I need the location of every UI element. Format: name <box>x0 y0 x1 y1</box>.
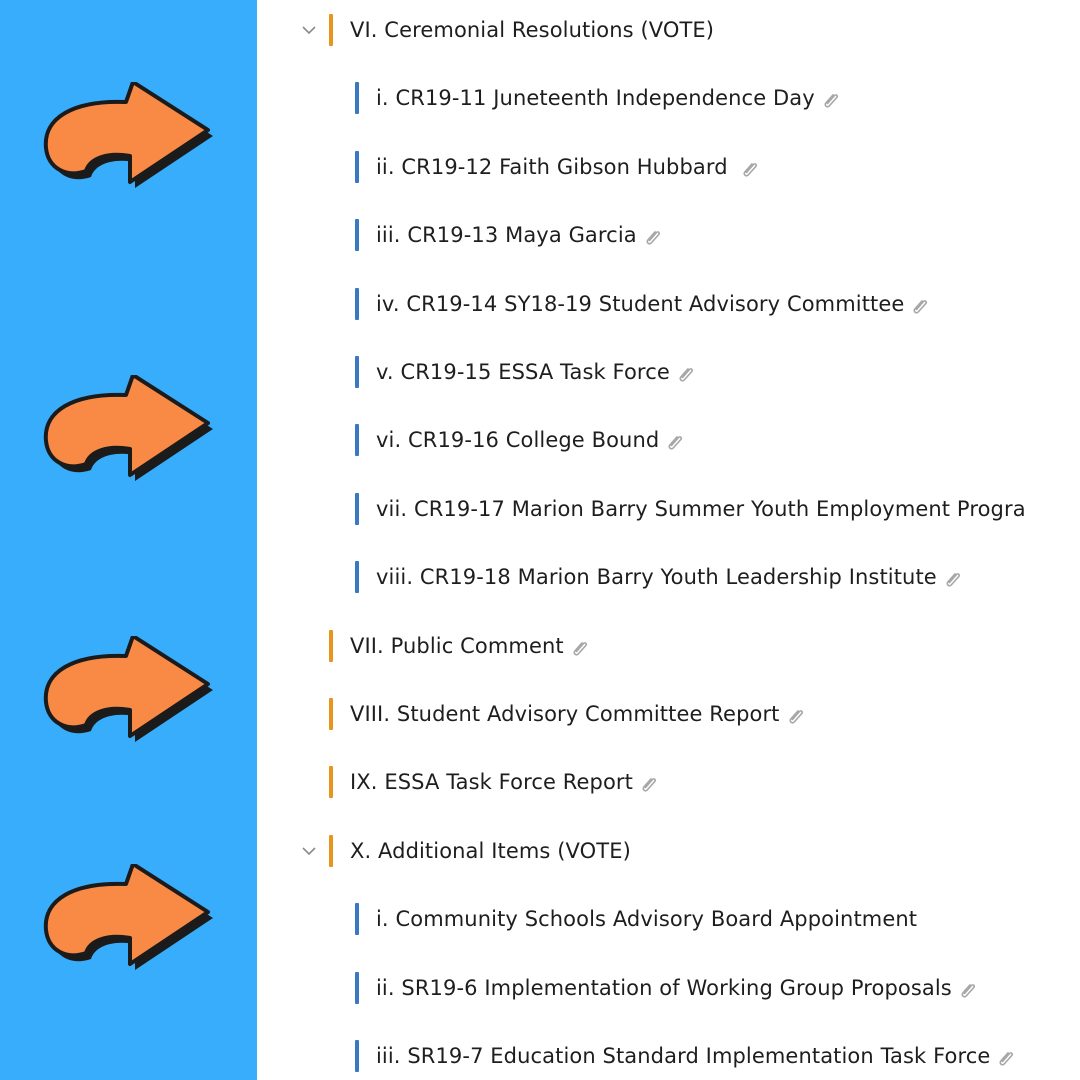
agenda-item-label[interactable]: i. CR19-11 Juneteenth Independence Day <box>376 86 841 110</box>
section-indicator-bar <box>329 630 333 662</box>
agenda-item-label[interactable]: VI. Ceremonial Resolutions (VOTE) <box>350 18 715 42</box>
agenda-subitem[interactable] <box>257 78 1080 118</box>
agenda-section[interactable] <box>257 762 1080 802</box>
paperclip-icon[interactable] <box>643 226 663 246</box>
chevron-down-icon[interactable] <box>301 22 317 38</box>
section-indicator-bar <box>329 14 333 46</box>
agenda-subitem[interactable] <box>257 215 1080 255</box>
section-indicator-bar <box>329 766 333 798</box>
paperclip-icon[interactable] <box>943 568 963 588</box>
subitem-indicator-bar <box>355 903 359 935</box>
agenda-item-label[interactable]: VII. Public Comment <box>350 634 590 658</box>
curved-arrow-icon <box>38 375 220 485</box>
paperclip-icon[interactable] <box>786 705 806 725</box>
paperclip-icon[interactable] <box>665 431 685 451</box>
agenda-subitem[interactable] <box>257 1036 1080 1076</box>
agenda-item-label[interactable]: iii. SR19-7 Education Standard Implementation Task Force <box>376 1044 1016 1068</box>
paperclip-icon[interactable] <box>570 637 590 657</box>
agenda-subitem[interactable] <box>257 420 1080 460</box>
agenda-item-label[interactable]: ii. CR19-12 Faith Gibson Hubbard <box>376 155 760 179</box>
paperclip-icon[interactable] <box>910 295 930 315</box>
agenda-item-label[interactable]: vii. CR19-17 Marion Barry Summer Youth Employment Progra <box>376 496 1026 521</box>
subitem-indicator-bar <box>355 82 359 114</box>
agenda-item-label[interactable]: vi. CR19-16 College Bound <box>376 428 685 452</box>
agenda-section[interactable] <box>257 626 1080 666</box>
decorative-side-panel <box>0 0 257 1080</box>
subitem-indicator-bar <box>355 424 359 456</box>
agenda-subitem[interactable] <box>257 489 1080 529</box>
curved-arrow-icon <box>38 82 220 192</box>
paperclip-icon[interactable] <box>740 158 760 178</box>
chevron-down-icon[interactable] <box>301 843 317 859</box>
agenda-item-label[interactable]: v. CR19-15 ESSA Task Force <box>376 360 696 384</box>
agenda-subitem[interactable] <box>257 147 1080 187</box>
subitem-indicator-bar <box>355 972 359 1004</box>
agenda-item-label[interactable]: ii. SR19-6 Implementation of Working Group Proposals <box>376 976 978 1000</box>
agenda-item-label[interactable]: VIII. Student Advisory Committee Report <box>350 702 806 726</box>
agenda-section[interactable] <box>257 831 1080 871</box>
paperclip-icon[interactable] <box>958 979 978 999</box>
section-indicator-bar <box>329 698 333 730</box>
agenda-subitem[interactable] <box>257 352 1080 392</box>
curved-arrow-icon <box>38 636 220 746</box>
subitem-indicator-bar <box>355 288 359 320</box>
agenda-item-label[interactable]: iii. CR19-13 Maya Garcia <box>376 223 663 247</box>
agenda-subitem[interactable] <box>257 968 1080 1008</box>
subitem-indicator-bar <box>355 219 359 251</box>
subitem-indicator-bar <box>355 1040 359 1072</box>
agenda-item-label[interactable]: iv. CR19-14 SY18-19 Student Advisory Committee <box>376 292 930 316</box>
agenda-item-label[interactable]: IX. ESSA Task Force Report <box>350 770 659 794</box>
paperclip-icon[interactable] <box>821 89 841 109</box>
agenda-section[interactable] <box>257 10 1080 50</box>
paperclip-icon[interactable] <box>639 773 659 793</box>
subitem-indicator-bar <box>355 561 359 593</box>
subitem-indicator-bar <box>355 493 359 525</box>
agenda-subitem[interactable] <box>257 284 1080 324</box>
agenda-list <box>257 0 1080 1080</box>
paperclip-icon[interactable] <box>996 1047 1016 1067</box>
agenda-subitem[interactable] <box>257 557 1080 597</box>
curved-arrow-icon <box>38 864 220 974</box>
agenda-item-label[interactable]: viii. CR19-18 Marion Barry Youth Leadership Institute <box>376 565 963 589</box>
section-indicator-bar <box>329 835 333 867</box>
paperclip-icon[interactable] <box>676 363 696 383</box>
agenda-section[interactable] <box>257 694 1080 734</box>
agenda-item-label[interactable]: i. Community Schools Advisory Board Appointment <box>376 907 918 932</box>
agenda-item-label[interactable]: X. Additional Items (VOTE) <box>350 838 631 863</box>
subitem-indicator-bar <box>355 151 359 183</box>
agenda-subitem[interactable] <box>257 899 1080 939</box>
subitem-indicator-bar <box>355 356 359 388</box>
